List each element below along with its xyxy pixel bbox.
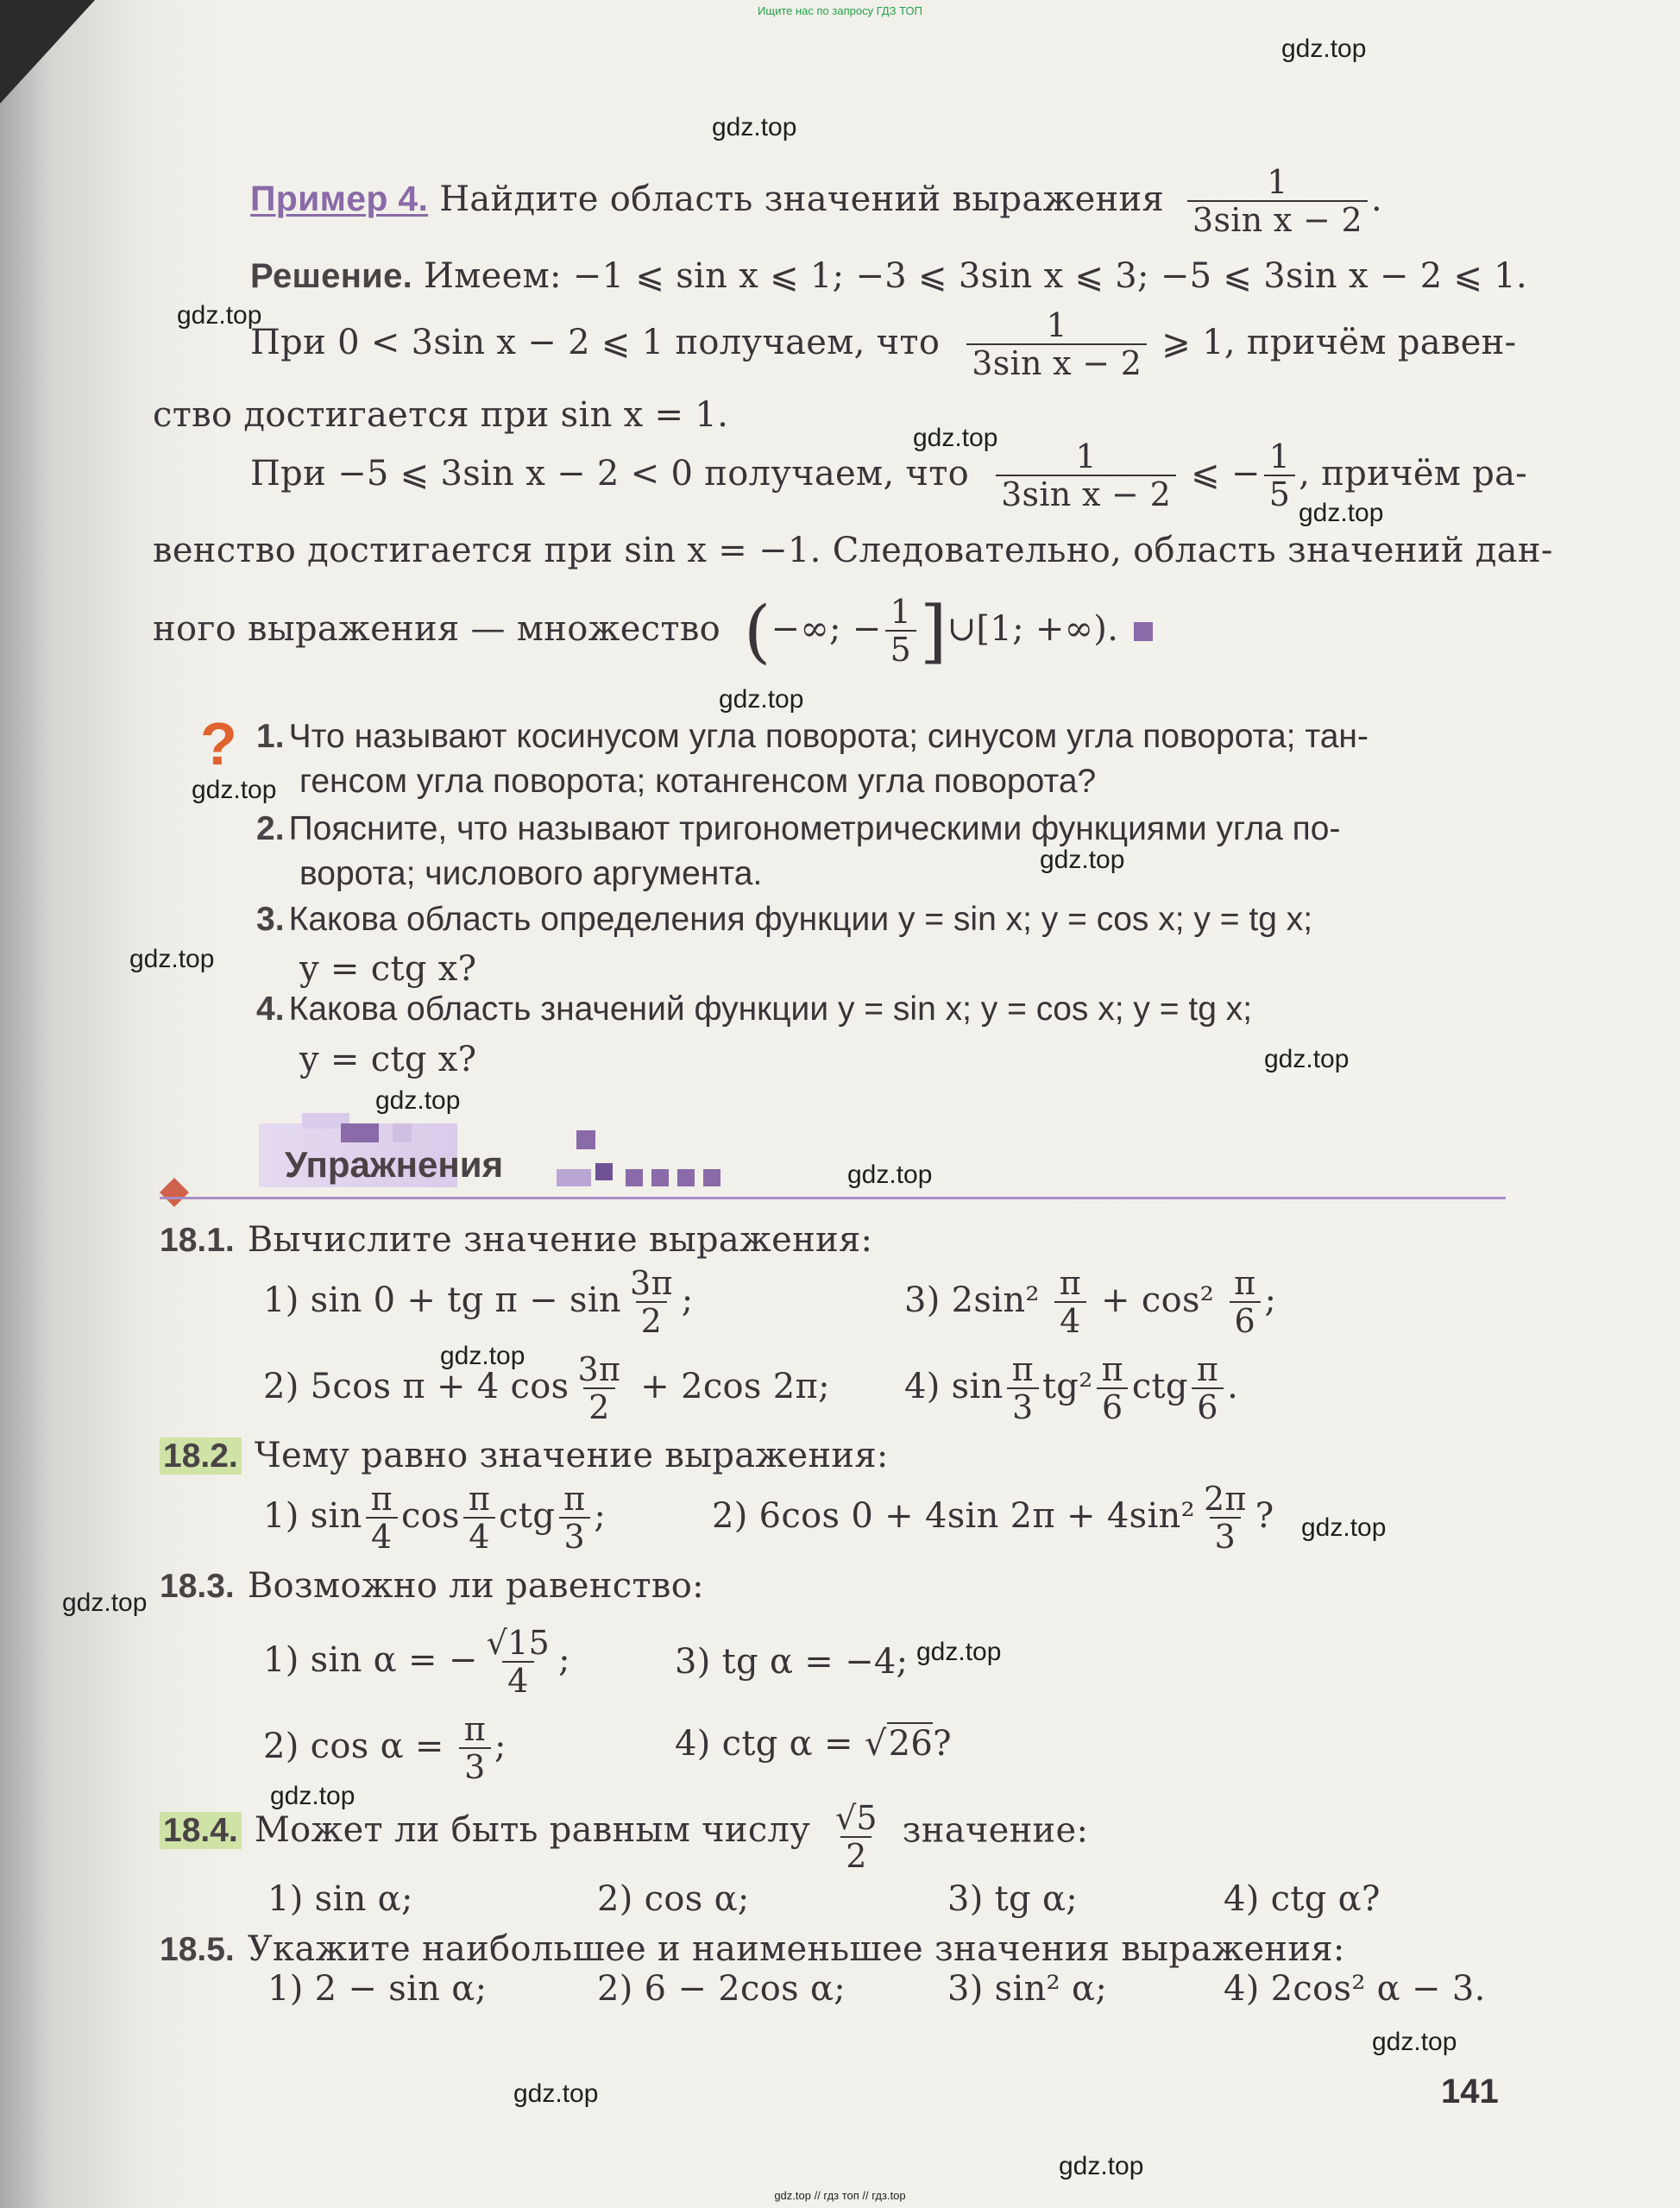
math-text: tg² [1041, 1366, 1093, 1406]
fraction-denominator: 3 [559, 1517, 590, 1555]
exercise-18-4-item: 4) ctg α? [1224, 1879, 1381, 1919]
fraction-numerator: √15 [486, 1624, 551, 1662]
fraction-numerator: π [463, 1710, 487, 1748]
math-text: ctg [1131, 1366, 1188, 1406]
math-text: . [1227, 1366, 1239, 1406]
fraction-numerator: 1 [1267, 163, 1288, 201]
solution-line-3: ство достигается при sin x = 1. [153, 395, 729, 435]
math-fraction [1007, 1350, 1039, 1426]
question-number: 4. [256, 991, 285, 1028]
exercise-18-1 [160, 1220, 872, 1260]
section-divider [160, 1197, 1506, 1199]
fraction-denominator: 3sin x − 2 [996, 475, 1176, 513]
question-number: 2. [256, 810, 285, 847]
exercise-text: Чему равно значение выражения: [254, 1436, 889, 1475]
question-4 [256, 991, 1252, 1029]
math-text: ; [558, 1639, 570, 1680]
solution-fraction [966, 306, 1147, 382]
question-1-line-2: генсом угла поворота; котангенсом угла поворота? [299, 763, 1097, 800]
watermark: gdz.top [62, 1588, 148, 1617]
exercise-18-4-item: 2) cos α; [597, 1879, 750, 1919]
solution-text: −∞; − [771, 608, 882, 649]
solution-text: При −5 ⩽ 3sin x − 2 < 0 получаем, что [250, 453, 970, 494]
math-fraction [1054, 1264, 1086, 1340]
watermark: gdz.top [270, 1782, 356, 1810]
fraction-denominator: 4 [463, 1517, 494, 1555]
watermark: gdz.top [513, 2079, 599, 2108]
exercise-text: Может ли быть равным числу [254, 1810, 811, 1851]
exercise-number: 18.2. [160, 1437, 242, 1475]
decor-square [341, 1123, 379, 1142]
math-fraction [459, 1710, 491, 1786]
fraction-denominator: 2 [583, 1387, 614, 1425]
sqrt-radicand: 26 [888, 1724, 934, 1764]
solution-text: , причём ра- [1299, 453, 1528, 494]
fraction-numerator: 1 [1046, 306, 1067, 344]
example-fraction [1187, 163, 1368, 239]
exercise-18-5-item: 2) 6 − 2cos α; [597, 1969, 846, 2009]
fraction-numerator: π [370, 1480, 393, 1518]
fraction-numerator: √5 [835, 1799, 878, 1837]
math-text: 2) 5cos π + 4 cos [263, 1366, 569, 1406]
decor-square [677, 1169, 695, 1186]
watermark: gdz.top [375, 1086, 461, 1115]
exercise-18-2-item-1 [263, 1482, 606, 1555]
fraction-denominator: 4 [1054, 1301, 1085, 1339]
math-text: 1) sin [263, 1495, 362, 1536]
math-text: 2) cos α = [263, 1726, 456, 1766]
solution-fraction [996, 437, 1176, 513]
solution-label: Решение. [250, 257, 413, 295]
math-fraction [1229, 1264, 1261, 1340]
solution-fraction [1264, 437, 1295, 513]
watermark: gdz.top [712, 113, 797, 142]
decor-square [703, 1169, 720, 1186]
watermark: gdz.top [1301, 1513, 1387, 1542]
math-fraction [558, 1482, 590, 1555]
watermark: gdz.top [916, 1638, 1002, 1666]
watermark: gdz.top [913, 424, 998, 452]
question-3-line-2: y = ctg x? [299, 949, 477, 989]
exercise-number: 18.1. [160, 1222, 235, 1259]
math-text: + 2cos 2π; [629, 1366, 830, 1406]
exercise-18-2 [160, 1436, 889, 1475]
fraction-numerator: π [1196, 1350, 1219, 1388]
question-2 [256, 810, 1340, 848]
exercise-text: Вычислите значение выражения: [247, 1220, 873, 1260]
solution-text: ∪[1; +∞). [947, 608, 1119, 649]
decor-square [393, 1123, 412, 1142]
open-paren: ( [744, 590, 771, 671]
fraction-denominator: 5 [1264, 475, 1295, 513]
decor-square [595, 1163, 613, 1180]
question-text: Какова область значений функции y = sin x; y = cos x; y = tg x; [288, 991, 1253, 1028]
exercise-text: Возможно ли равенство: [247, 1566, 704, 1606]
question-number: 3. [256, 901, 285, 938]
fraction-denominator: 4 [502, 1661, 533, 1699]
exercise-18-3-item-2 [263, 1710, 507, 1786]
math-text: 1) sin 0 + tg π − sin [263, 1280, 621, 1320]
solution-text: ного выражения — множество [153, 608, 721, 649]
math-text: 2) 6cos 0 + 4sin 2π + 4sin² [712, 1495, 1195, 1536]
exercise-18-3-item-1 [263, 1626, 570, 1699]
fraction-numerator: π [468, 1480, 491, 1518]
solution-text: Имеем: −1 ⩽ sin x ⩽ 1; −3 ⩽ 3sin x ⩽ 3; −5 ⩽ 3sin x − 2 ⩽ 1. [424, 256, 1528, 296]
question-number: 1. [256, 718, 285, 755]
exercise-18-1-item-2 [263, 1350, 830, 1426]
fraction-numerator: π [1101, 1350, 1123, 1388]
bottom-footer-text: gdz.top // гдз топ // гдз.top [774, 2189, 906, 2202]
math-text: 4) ctg α = [675, 1724, 865, 1764]
fraction-denominator: 6 [1192, 1387, 1223, 1425]
top-banner-text: Ищите нас по запросу ГДЗ ТОП [758, 4, 922, 17]
question-1 [256, 718, 1369, 756]
solution-line-2 [250, 306, 1517, 382]
fraction-denominator: 4 [366, 1517, 397, 1555]
math-fraction [463, 1482, 495, 1555]
fraction-denominator: 3 [1210, 1517, 1241, 1555]
exercise-18-1-item-4 [904, 1350, 1239, 1426]
exercise-18-5-item: 4) 2cos² α − 3. [1224, 1969, 1486, 2009]
example-text: Найдите область значений выражения [439, 179, 1165, 219]
math-text: 4) sin [904, 1366, 1004, 1406]
fraction-denominator: 3sin x − 2 [966, 343, 1147, 381]
math-text: ; [494, 1726, 507, 1766]
fraction-numerator: π [1011, 1350, 1034, 1388]
fraction-denominator: 6 [1230, 1301, 1261, 1339]
fraction-denominator: 3sin x − 2 [1187, 200, 1368, 238]
exercise-18-4-item: 3) tg α; [947, 1879, 1079, 1919]
watermark: gdz.top [1281, 35, 1367, 63]
watermark: gdz.top [177, 301, 262, 330]
example-label: Пример 4. [250, 178, 429, 218]
fraction-denominator: 5 [885, 630, 916, 668]
exercise-18-5 [160, 1929, 1345, 1969]
math-fraction [1097, 1350, 1129, 1426]
exercise-18-4-item: 1) sin α; [267, 1879, 413, 1919]
example-heading [250, 163, 1383, 239]
watermark: gdz.top [1040, 846, 1125, 874]
decor-square [576, 1130, 595, 1149]
fraction-numerator: π [1059, 1264, 1082, 1302]
exercise-18-3 [160, 1566, 704, 1606]
fraction-numerator: 3π [577, 1350, 621, 1388]
fraction-denominator: 2 [636, 1301, 667, 1339]
fraction-numerator: 1 [1075, 437, 1097, 475]
exercise-text: значение: [902, 1810, 1089, 1851]
exercise-18-1-item-3 [904, 1264, 1277, 1340]
question-mark-icon: ? [200, 710, 237, 777]
exercise-18-1-item-1 [263, 1264, 694, 1340]
math-fraction [481, 1626, 555, 1699]
fraction-denominator: 3 [1007, 1387, 1038, 1425]
fraction-numerator: 1 [890, 593, 912, 631]
solution-line-1 [250, 256, 1527, 296]
decor-square [557, 1169, 591, 1186]
fraction-numerator: π [563, 1480, 586, 1518]
math-text: ; [1264, 1280, 1277, 1320]
watermark: gdz.top [129, 945, 215, 973]
fraction-denominator: 3 [459, 1747, 490, 1785]
math-fraction [830, 1799, 882, 1875]
exercise-text: Укажите наибольшее и наименьшее значения выражения: [247, 1929, 1345, 1969]
fraction-numerator: 1 [1268, 437, 1291, 475]
fraction-numerator: 2π [1203, 1480, 1247, 1518]
question-text: Какова область определения функции y = sin x; y = cos x; y = tg x; [288, 901, 1313, 938]
math-text: 3) 2sin² [904, 1280, 1051, 1320]
math-text: ; [681, 1280, 694, 1320]
watermark: gdz.top [1299, 499, 1384, 527]
solution-text: ⩾ 1, причём равен- [1161, 322, 1517, 362]
exercises-title: Упражнения [285, 1144, 504, 1185]
exercise-18-2-item-2 [712, 1482, 1274, 1555]
math-fraction [572, 1350, 626, 1426]
exercise-18-5-item: 3) sin² α; [947, 1969, 1108, 2009]
math-text: 1) sin α = − [263, 1639, 478, 1680]
math-text: ; [594, 1495, 607, 1536]
page-number: 141 [1441, 2073, 1499, 2110]
fraction-numerator: π [1234, 1264, 1256, 1302]
exercise-18-5-item: 1) 2 − sin α; [267, 1969, 488, 2009]
math-text: ? [1255, 1495, 1274, 1536]
math-fraction [1192, 1350, 1224, 1426]
watermark: gdz.top [192, 776, 277, 804]
exercise-18-4 [160, 1799, 1089, 1875]
math-fraction [1199, 1482, 1252, 1555]
decor-square [626, 1169, 643, 1186]
solution-line-6 [153, 590, 1153, 671]
end-of-proof-icon [1134, 622, 1153, 641]
question-2-line-2: ворота; числового аргумента. [299, 855, 763, 892]
solution-fraction [885, 595, 916, 668]
exercise-number: 18.5. [160, 1931, 235, 1968]
watermark: gdz.top [719, 685, 804, 714]
math-text: ? [933, 1724, 952, 1764]
question-text: Поясните, что называют тригонометрическими функциями угла по- [288, 810, 1341, 847]
question-4-line-2: y = ctg x? [299, 1040, 477, 1079]
solution-line-5: венство достигается при sin x = −1. Следовательно, область значений дан- [153, 531, 1553, 570]
sqrt-sign: √ [864, 1724, 887, 1764]
question-text: Что называют косинусом угла поворота; синусом угла поворота; тан- [288, 718, 1369, 755]
math-fraction [625, 1264, 678, 1340]
fraction-denominator: 2 [840, 1836, 871, 1874]
question-3 [256, 901, 1312, 939]
solution-text: ⩽ − [1191, 453, 1261, 494]
decor-square [651, 1169, 669, 1186]
example-tail: . [1371, 179, 1383, 219]
exercise-18-3-item-3: 3) tg α = −4; [675, 1642, 909, 1682]
math-text: + cos² [1090, 1280, 1226, 1320]
watermark: gdz.top [847, 1161, 933, 1189]
exercise-18-3-item-4 [675, 1724, 952, 1764]
math-text: cos [400, 1495, 460, 1536]
exercise-number: 18.3. [160, 1568, 235, 1605]
math-fraction [366, 1482, 398, 1555]
exercise-number: 18.4. [160, 1812, 242, 1849]
fraction-numerator: 3π [629, 1264, 673, 1302]
watermark: gdz.top [440, 1342, 525, 1370]
watermark: gdz.top [1372, 2028, 1457, 2056]
solution-text: При 0 < 3sin x − 2 ⩽ 1 получаем, что [250, 322, 941, 362]
watermark: gdz.top [1059, 2152, 1144, 2180]
fraction-denominator: 6 [1097, 1387, 1128, 1425]
close-bracket: ] [920, 590, 947, 671]
watermark: gdz.top [1264, 1045, 1350, 1073]
math-text: ctg [499, 1495, 556, 1536]
